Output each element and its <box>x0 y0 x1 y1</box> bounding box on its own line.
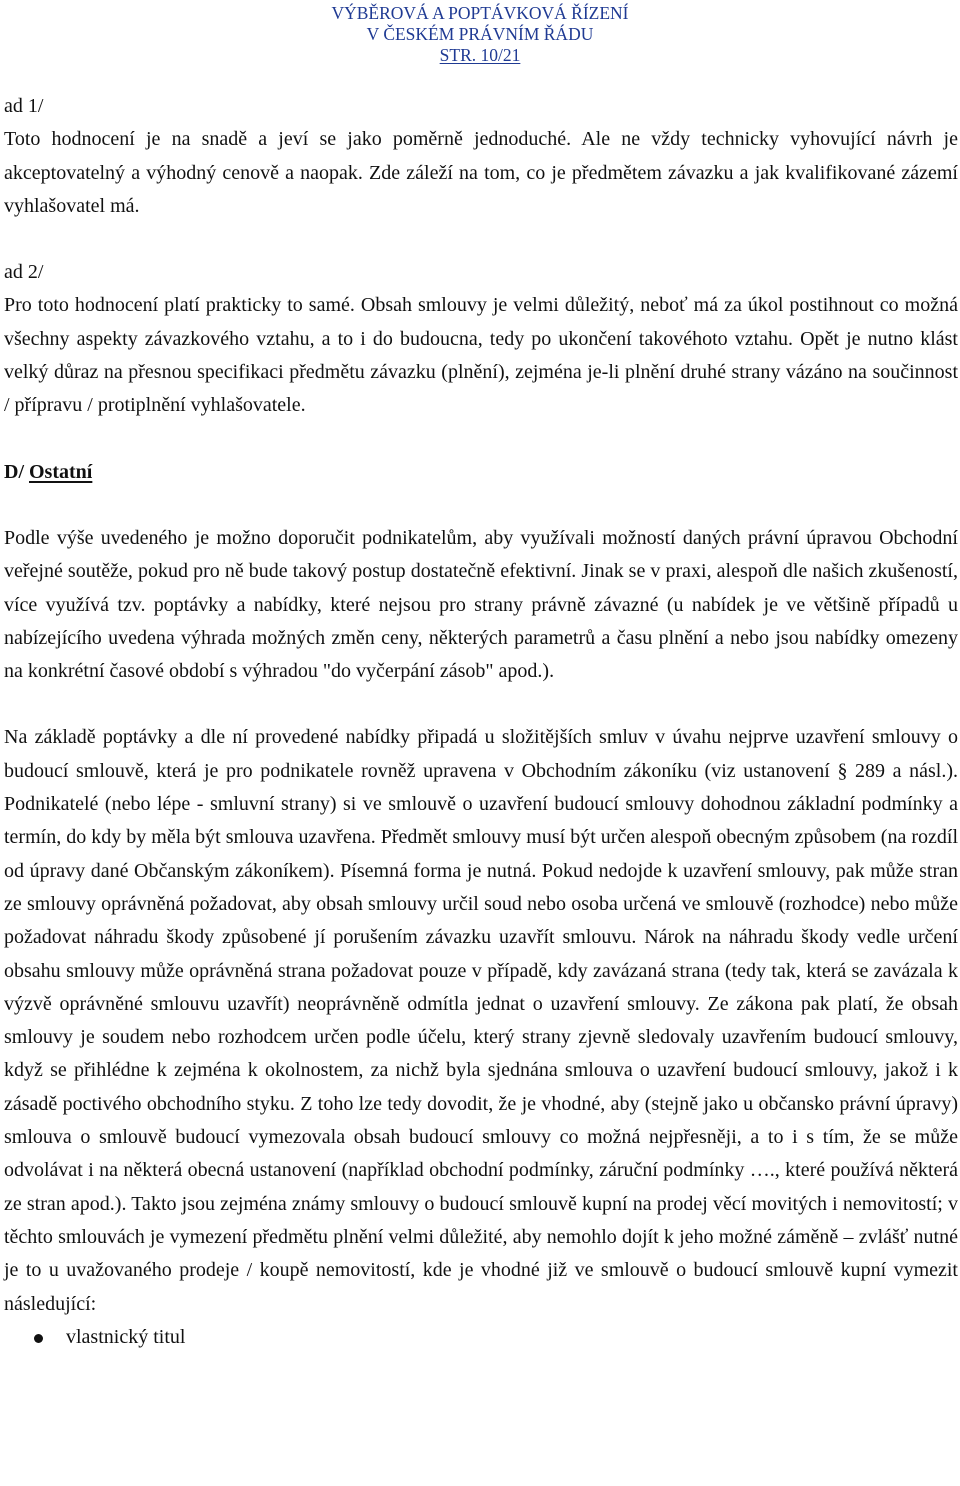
section-d-prefix: D/ <box>4 460 24 483</box>
section-ad1-text: Toto hodnocení je na snadě a jeví se jako poměrně jednoduché. Ale ne vždy technicky vyhovující návrh je akceptovatelný a výhodný cenově a naopak. Zde záleží na tom, co je předmětem závazku a jak kvalifikované zázemí vyhlašovatel má. <box>4 128 958 217</box>
section-d-title: Ostatní <box>29 460 93 483</box>
section-ad2-text: Pro toto hodnocení platí prakticky to samé. Obsah smlouvy je velmi důležitý, neboť má za úkol postihnout co možná všechny aspekty závazkového vztahu, a to i do budoucna, tedy po ukončení takovéhoto vztahu. Opět je nutno klást velký důraz na přesnou specifikaci předmětu závazku (plnění), zejména je-li plnění druhé strany vázáno na součinnost / přípravu / protiplnění vyhlašovatele. <box>4 294 958 417</box>
section-d-heading <box>4 456 958 489</box>
list-item <box>4 1321 958 1354</box>
paragraph-future-contract: Na základě poptávky a dle ní provedené nabídky připadá u složitějších smluv v úvahu nejprve uzavření smlouvy o budoucí smlouvě, která je pro podnikatele rovněž upravena v Obchodním zákoníku (viz ustanovení § 289 a násl.). Podnikatelé (nebo lépe - smluvní strany) si ve smlouvě o uzavření budoucí smlouvy dohodnou základní podmínky a termín, do kdy by měla být smlouva uzavřena. Předmět smlouvy musí být určen alespoň obecným způsobem (na rozdíl od úpravy dané Občanským zákoníkem). Písemná forma je nutná. Pokud nedojde k uzavření smlouvy, pak může stran ze smlouvy oprávněná požadovat, aby obsah smlouvy určil soud nebo osoba určená ve smlouvě (rozhodce) nebo může požadovat náhradu škody způsobené jí porušením závazku uzavřít smlouvu. Nárok na náhradu škody vedle určení obsahu smlouvy může oprávněná strana požadovat pouze v případě, kdy zavázaná strana (tedy tak, která se zavázala k výzvě oprávněné smlouvu uzavřít) neoprávněně odmítla jednat o uzavření smlouvy. Ze zákona pak platí, že obsah smlouvy je soudem nebo rozhodcem určen podle účelu, který strany zjevně sledovaly uzavřením budoucí smlouvy, když se přihlédne k zejména k okolnostem, za nichž byla sjednána smlouva o uzavření budoucí smlouvy, jakož i k zásadě poctivého obchodního styku. Z toho lze tedy dovodit, že je vhodné, aby (stejně jako u občansko právní úpravy) smlouva o smlouvě budoucí vymezovala obsah budoucí smlouvy co možná nejpřesněji, a to i s tím, že se může odvolávat i na některá obecná ustanovení (například obchodní podmínky, záruční podmínky …., které používá některá ze stran apod.). Takto jsou zejména známy smlouvy o budoucí smlouvě kupní na prodej věcí movitých i nemovitostí; v těchto smlouvách je vymezení předmětu plnění velmi důležité, aby nemohlo dojít k jeho možné záměně – zvlášť nutné je to u uvažovaného prodeje / koupě nemovitostí, kde je vhodné již ve smlouvě o budoucí smlouvě kupní vymezit následující: <box>4 726 958 1315</box>
paragraph-recommendation: Podle výše uvedeného je možno doporučit podnikatelům, aby využívali možností daných právní úpravou Obchodní veřejné soutěže, pokud pro ně bude takový postup dostatečně efektivní. Jinak se v praxi, alespoň dle našich zkušeností, více využívá tzv. poptávky a nabídky, které nejsou pro strany právně závazné (u nabídek je ve většině případů u nabízejícího uvedena výhrada možných změn ceny, některých parametrů a času plnění a nebo jsou nabídky omezeny na konkrétní časové období s výhradou "do vyčerpání zásob" apod.). <box>4 526 958 683</box>
body-text <box>4 90 958 1354</box>
bullet-icon <box>34 1334 43 1343</box>
running-header <box>300 3 660 66</box>
section-ad1-label: ad 1/ <box>4 95 44 117</box>
bullet-label: vlastnický titul <box>66 1325 186 1348</box>
header-title-line-1: VÝBĚROVÁ A POPTÁVKOVÁ ŘÍZENÍ <box>331 3 629 23</box>
section-ad2-label: ad 2/ <box>4 261 44 284</box>
header-title-line-2: V ČESKÉM PRÁVNÍM ŘÁDU <box>366 24 594 44</box>
page-number: STR. 10/21 <box>439 45 521 65</box>
